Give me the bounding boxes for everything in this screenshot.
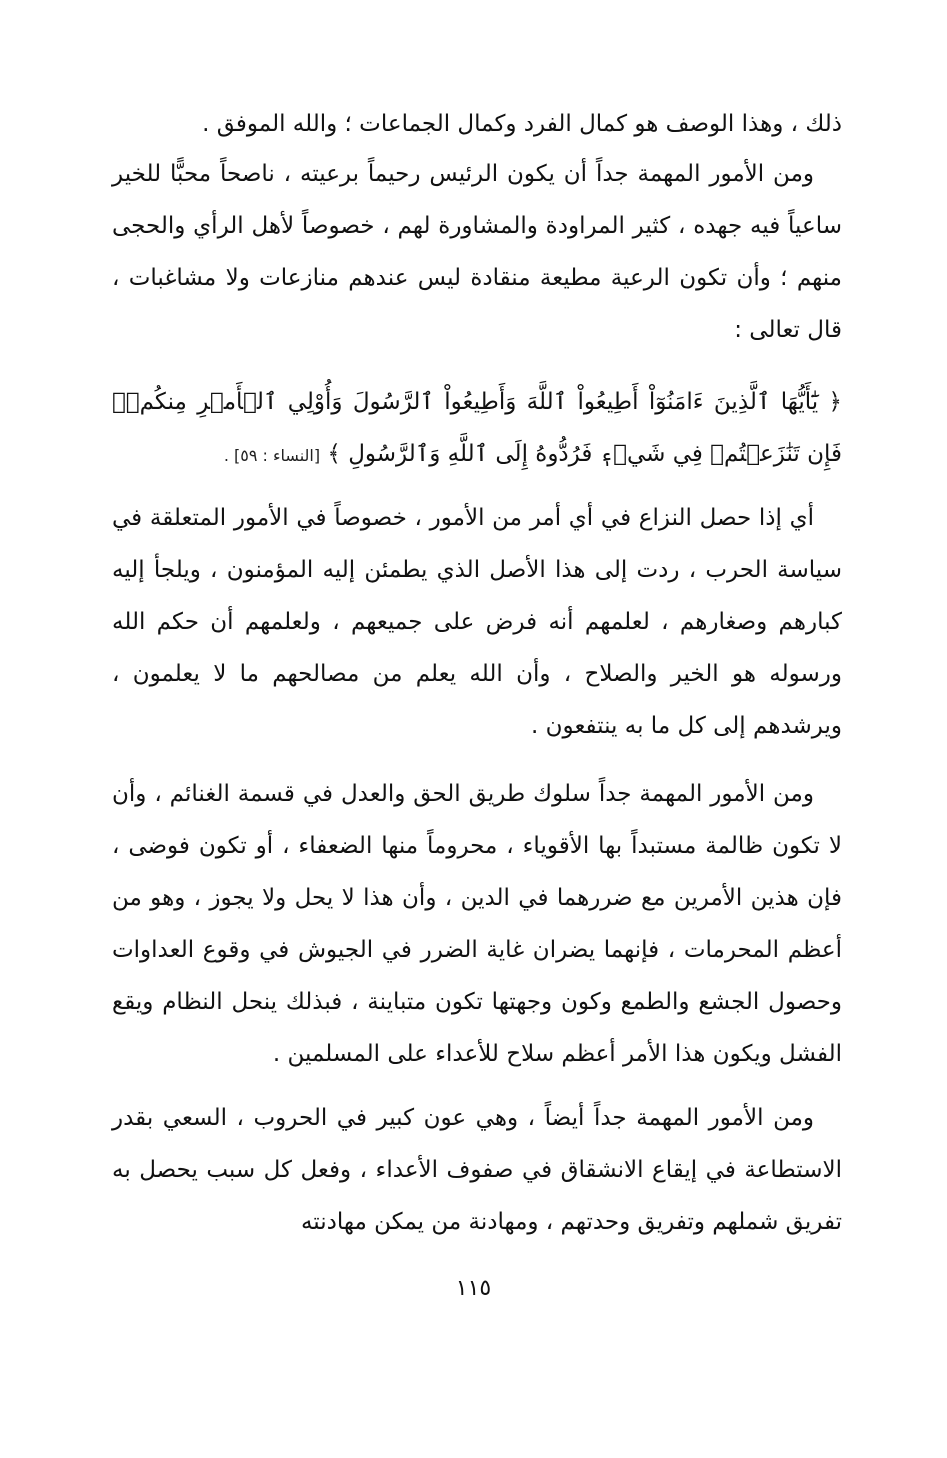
verse-reference: [النساء : ٥٩] . xyxy=(223,446,321,465)
page-number: ١١٥ xyxy=(455,1276,492,1301)
paragraph-dispute-resolution: أي إذا حصل النزاع في أي أمر من الأمور ، خصوصاً في الأمور المتعلقة في سياسة الحرب ، ردت إلى هذا الأصل الذي يطمئن إليه المؤمنون ، ويلجأ إليه كبارهم وصغارهم ، لعلمهم أنه فرض على جميعهم ، ولعلمهم أن حكم الله ورسوله هو الخير والصلاح ، وأن الله يعلم من مصالحهم ما لا يعلمون ، ويرشدهم إلى كل ما به ينتفعون . xyxy=(112,505,842,739)
paragraph-enemy-division: ومن الأمور المهمة جداً أيضاً ، وهي عون كبير في الحروب ، السعي بقدر الاستطاعة في إيقاع الانشقاق في صفوف الأعداء ، وفعل كل سبب يحصل به تفريق شملهم وتفريق وحدتهم ، ومهادنة من يمكن مهادنته xyxy=(112,1105,842,1235)
opening-paragraph: ومن الأمور المهمة جداً أن يكون الرئيس رحيماً برعيته ، ناصحاً محبًّا للخير ساعياً فيه جهده ، كثير المراودة والمشاورة لهم ، خصوصاً لأهل الرأي والحجى منهم ؛ وأن تكون الرعية مطيعة منقادة ليس عندهم منازعات ولا مشاغبات ، قال تعالى : xyxy=(112,161,842,343)
paragraph-spoils-justice: ومن الأمور المهمة جداً سلوك طريق الحق والعدل في قسمة الغنائم ، وأن لا تكون ظالمة مستبداً بها الأقوياء ، محروماً منها الضعفاء ، أو تكون فوضى ، فإن هذين الأمرين مع ضررهما في الدين ، وأن هذا لا يحل ولا يجوز ، وهو من أعظم المحرمات ، فإنهما يضران غاية الضرر في الجيوش في وقوع العداوات وحصول الجشع والطمع وكون وجهتها تكون متباينة ، فبذلك ينحل النظام ويقع الفشل ويكون هذا الأمر أعظم سلاح للأعداء على المسلمين . xyxy=(112,781,842,1067)
intro-line: ذلك ، وهذا الوصف هو كمال الفرد وكمال الجماعات ؛ والله الموفق . xyxy=(202,111,842,137)
quran-verse: ﴿ يَٰٓأَيُّهَا ٱلَّذِينَ ءَامَنُوٓاْ أَطِيعُواْ ٱللَّهَ وَأَطِيعُواْ ٱلرَّسُولَ وَأُوْلِي ٱلۡأَمۡرِ مِنكُمۡۖ فَإِن تَنَٰزَعۡتُمۡ فِي شَيۡءٖ فَرُدُّوهُ إِلَى ٱللَّهِ وَٱلرَّسُولِ ﴾ xyxy=(112,389,842,467)
quran-verse-block xyxy=(112,376,842,482)
